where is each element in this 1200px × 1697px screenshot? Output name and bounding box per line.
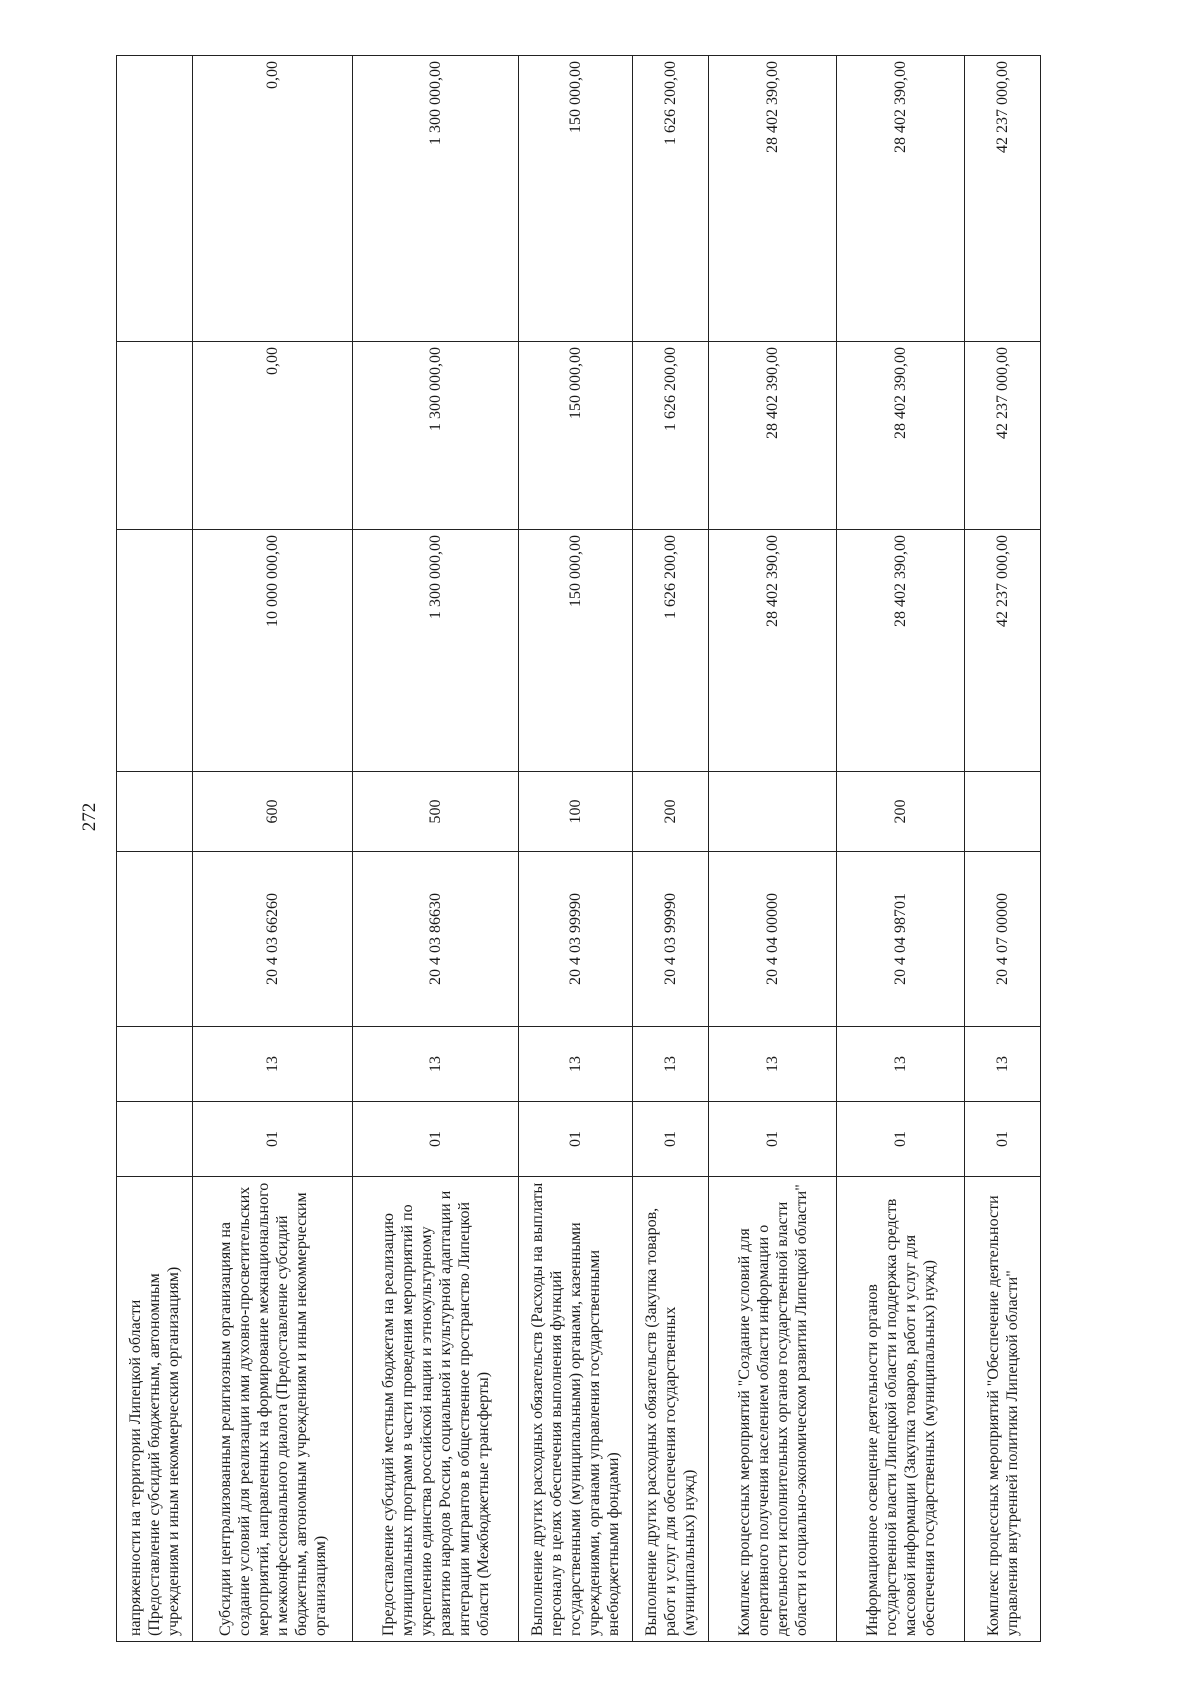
section-code: 01: [965, 1102, 1041, 1177]
amount-3: 28 402 390,00: [837, 56, 965, 342]
target-article-code: [117, 852, 193, 1027]
target-article-code: 20 4 04 00000: [709, 852, 837, 1027]
row-name: Предоставление субсидий местным бюджетам на реализацию муниципальных программ в части проведения мероприятий по укреплению единства российской нации и этнокультурному развитию народов России, социальной и культурной адаптации и интеграции мигрантов в общественное пространство Липецкой области (Межбюджетные трансферты): [353, 1177, 519, 1642]
amount-1: 10 000 000,00: [193, 530, 353, 772]
subsection-code: [117, 1027, 193, 1102]
section-code: [117, 1102, 193, 1177]
table-row: [709, 56, 837, 1642]
subsection-code: 13: [633, 1027, 709, 1102]
expense-type-code: 200: [633, 772, 709, 852]
row-name: Субсидии централизованным религиозным организациям на создание условий для реализации ими духовно-просветительских мероприятий, направленных на формирование межнационального и межконфессионального диалога (Предоставление субсидий бюджетным, автономным учреждениям и иным некоммерческим организациям): [193, 1177, 353, 1642]
budget-table-rotated: [116, 56, 1088, 1642]
expense-type-code: 500: [353, 772, 519, 852]
subsection-code: 13: [193, 1027, 353, 1102]
target-article-code: 20 4 07 00000: [965, 852, 1041, 1027]
expense-type-code: 100: [519, 772, 633, 852]
target-article-code: 20 4 03 99990: [633, 852, 709, 1027]
target-article-code: 20 4 03 66260: [193, 852, 353, 1027]
expense-type-code: 600: [193, 772, 353, 852]
amount-2: 150 000,00: [519, 342, 633, 530]
amount-3: [117, 56, 193, 342]
table-row: [193, 56, 353, 1642]
subsection-code: 13: [837, 1027, 965, 1102]
amount-3: 28 402 390,00: [709, 56, 837, 342]
subsection-code: 13: [353, 1027, 519, 1102]
row-name: Выполнение других расходных обязательств (Расходы на выплаты персоналу в целях обеспечения выполнения функций государственными (муниципальными) органами, казенными учреждениями, органами управления государственными внебюджетными фондами): [519, 1177, 633, 1642]
table-row: [353, 56, 519, 1642]
row-name: напряженности на территории Липецкой области (Предоставление субсидий бюджетным, автономным учреждениям и иным некоммерческим организациям): [117, 1177, 193, 1642]
expense-type-code: [709, 772, 837, 852]
amount-1: 28 402 390,00: [837, 530, 965, 772]
amount-3: 0,00: [193, 56, 353, 342]
amount-1: 1 300 000,00: [353, 530, 519, 772]
section-code: 01: [353, 1102, 519, 1177]
target-article-code: 20 4 04 98701: [837, 852, 965, 1027]
target-article-code: 20 4 03 86630: [353, 852, 519, 1027]
amount-1: 150 000,00: [519, 530, 633, 772]
page-number: 272: [79, 802, 100, 832]
amount-1: 1 626 200,00: [633, 530, 709, 772]
table-row: [117, 56, 193, 1642]
table-row: [965, 56, 1041, 1642]
amount-3: 1 300 000,00: [353, 56, 519, 342]
amount-2: [117, 342, 193, 530]
section-code: 01: [633, 1102, 709, 1177]
subsection-code: 13: [965, 1027, 1041, 1102]
amount-3: 42 237 000,00: [965, 56, 1041, 342]
row-name: Комплекс процессных мероприятий "Создание условий для оперативного получения населением области информации о деятельности исполнительных органов государственной власти области и социально-экономическом развитии Липецкой области": [709, 1177, 837, 1642]
row-name: Комплекс процессных мероприятий "Обеспечение деятельности управления внутренней политики Липецкой области": [965, 1177, 1041, 1642]
table-row: [519, 56, 633, 1642]
amount-1: 42 237 000,00: [965, 530, 1041, 772]
table-row: [633, 56, 709, 1642]
amount-3: 1 626 200,00: [633, 56, 709, 342]
target-article-code: 20 4 03 99990: [519, 852, 633, 1027]
amount-1: 28 402 390,00: [709, 530, 837, 772]
subsection-code: 13: [709, 1027, 837, 1102]
subsection-code: 13: [519, 1027, 633, 1102]
expense-type-code: 200: [837, 772, 965, 852]
section-code: 01: [519, 1102, 633, 1177]
section-code: 01: [193, 1102, 353, 1177]
amount-2: 28 402 390,00: [709, 342, 837, 530]
amount-3: 150 000,00: [519, 56, 633, 342]
section-code: 01: [837, 1102, 965, 1177]
row-name: Информационное освещение деятельности органов государственной власти Липецкой области и поддержка средств массовой информации (Закупка товаров, работ и услуг для обеспечения государственных (муниципальных) нужд): [837, 1177, 965, 1642]
table-row: [837, 56, 965, 1642]
amount-2: 1 300 000,00: [353, 342, 519, 530]
amount-2: 42 237 000,00: [965, 342, 1041, 530]
amount-2: 28 402 390,00: [837, 342, 965, 530]
budget-table: [116, 55, 1041, 1642]
amount-2: 0,00: [193, 342, 353, 530]
row-name: Выполнение других расходных обязательств (Закупка товаров, работ и услуг для обеспечения государственных (муниципальных) нужд): [633, 1177, 709, 1642]
amount-2: 1 626 200,00: [633, 342, 709, 530]
expense-type-code: [117, 772, 193, 852]
expense-type-code: [965, 772, 1041, 852]
amount-1: [117, 530, 193, 772]
section-code: 01: [709, 1102, 837, 1177]
